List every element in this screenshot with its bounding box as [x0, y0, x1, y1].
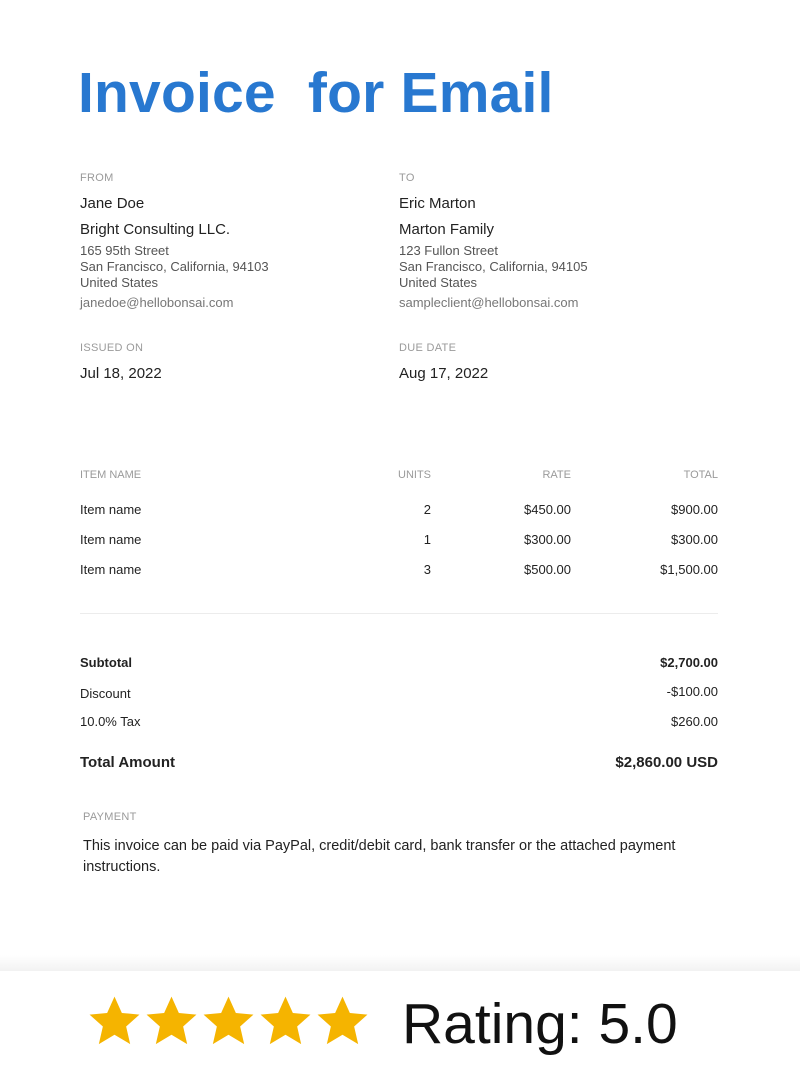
payment-instructions: This invoice can be paid via PayPal, credit/debit card, bank transfer or the attached payment instructions. — [83, 838, 676, 875]
to-city: San Francisco, California, 94105 — [399, 259, 588, 274]
discount-value: -$100.00 — [666, 684, 718, 699]
rating-bar — [0, 971, 800, 1080]
payment-label: PAYMENT — [83, 811, 137, 823]
to-section — [399, 172, 415, 184]
item-units-cell: 2 — [423, 502, 431, 517]
due-date: Aug 17, 2022 — [399, 365, 489, 382]
subtotal-label: Subtotal — [80, 655, 132, 670]
item-rate-cell: $300.00 — [524, 532, 571, 547]
to-street: 123 Fullon Street — [399, 243, 499, 258]
item-total-cell: $1,500.00 — [660, 562, 718, 577]
star-icon — [86, 993, 143, 1050]
to-email[interactable]: sampleclient@hellobonsai.com — [399, 295, 579, 310]
from-company: Bright Consulting LLC. — [80, 221, 231, 238]
total-amount-value: $2,860.00 USD — [615, 754, 718, 771]
item-units-cell: 1 — [423, 532, 431, 547]
star-icon — [143, 993, 200, 1050]
from-street: 165 95th Street — [80, 243, 169, 258]
rating-bar-shadow — [0, 955, 800, 971]
to-company: Marton Family — [399, 221, 495, 238]
table-row — [80, 502, 718, 522]
from-name: Jane Doe — [80, 195, 145, 212]
from-city: San Francisco, California, 94103 — [80, 259, 269, 274]
rating-text: Rating: 5.0 — [402, 992, 678, 1056]
star-icon — [314, 993, 371, 1050]
col-header-item-name: ITEM NAME — [80, 469, 142, 481]
tax-label: 10.0% Tax — [80, 714, 141, 729]
item-units-cell: 3 — [423, 562, 431, 577]
to-address — [399, 243, 588, 291]
rating-stars — [86, 993, 371, 1053]
to-name: Eric Marton — [399, 195, 476, 212]
from-address — [80, 243, 269, 291]
col-header-units: UNITS — [398, 469, 431, 481]
item-name-cell: Item name — [80, 562, 142, 577]
star-icon — [257, 993, 314, 1050]
col-header-rate: RATE — [542, 469, 571, 481]
from-label: FROM — [80, 172, 114, 184]
to-label: TO — [399, 172, 415, 184]
issued-date: Jul 18, 2022 — [80, 365, 162, 382]
from-email[interactable]: janedoe@hellobonsai.com — [80, 295, 234, 310]
table-divider — [80, 613, 718, 614]
item-total-cell: $900.00 — [671, 502, 718, 517]
table-row — [80, 532, 718, 552]
item-total-cell: $300.00 — [671, 532, 718, 547]
invoice-title: Invoice for Email — [78, 61, 554, 125]
from-section — [80, 172, 114, 184]
item-rate-cell: $500.00 — [524, 562, 571, 577]
discount-label: Discount — [80, 686, 131, 701]
item-name-cell: Item name — [80, 502, 142, 517]
due-label: DUE DATE — [399, 342, 457, 354]
to-country: United States — [399, 275, 478, 290]
star-icon — [200, 993, 257, 1050]
table-row — [80, 562, 718, 582]
tax-value: $260.00 — [671, 714, 718, 729]
issued-label: ISSUED ON — [80, 342, 144, 354]
col-header-total: TOTAL — [683, 469, 718, 481]
subtotal-value: $2,700.00 — [660, 655, 718, 670]
from-country: United States — [80, 275, 159, 290]
item-name-cell: Item name — [80, 532, 142, 547]
total-amount-label: Total Amount — [80, 754, 175, 771]
item-rate-cell: $450.00 — [524, 502, 571, 517]
